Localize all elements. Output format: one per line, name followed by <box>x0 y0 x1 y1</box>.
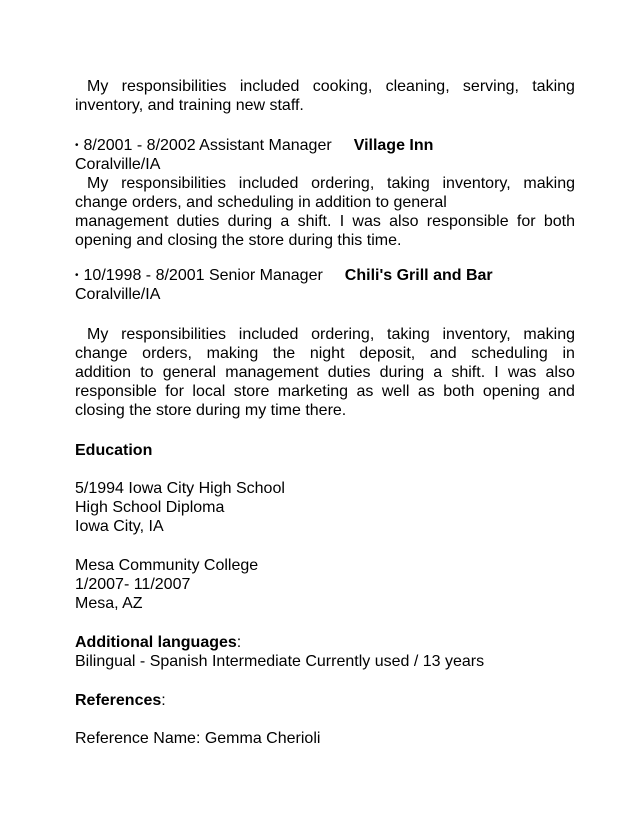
desc-line: management duties during a shift. I was also responsible for both <box>75 213 575 230</box>
language-entry: Bilingual - Spanish Intermediate Currently used / 13 years <box>75 653 485 670</box>
reference-entry: Reference Name: Gemma Cherioli <box>75 730 321 747</box>
school-line: 5/1994 Iowa City High School <box>75 480 285 497</box>
languages-section <box>75 633 575 671</box>
job-header <box>75 136 575 155</box>
job-location: Coralville/IA <box>75 156 161 173</box>
desc-line: My responsibilities included ordering, taking inventory, making <box>87 175 575 192</box>
job-chilis-description <box>75 325 575 420</box>
job-village-inn <box>75 136 575 250</box>
desc-line: My responsibilities included ordering, taking inventory, making <box>87 326 575 343</box>
desc-line: addition to general management duties during a shift. I was also <box>75 364 575 381</box>
desc-line: opening and closing the store during this time. <box>75 232 402 249</box>
job-dates-title: 10/1998 - 8/2001 Senior Manager <box>83 267 323 284</box>
bullet-icon: • <box>75 140 79 151</box>
job-prev-description <box>75 77 575 115</box>
desc-line: responsible for local store marketing as well as both opening and <box>75 383 575 400</box>
section-heading: Education <box>75 442 153 459</box>
desc-line: change orders, making the night deposit, and scheduling in <box>75 345 575 362</box>
school-line: Mesa Community College <box>75 557 259 574</box>
heading-colon: : <box>161 692 166 709</box>
school-line: Iowa City, IA <box>75 518 164 535</box>
section-heading-row <box>75 633 575 652</box>
employer-name: Chili's Grill and Bar <box>344 267 493 284</box>
section-heading-row <box>75 691 575 710</box>
section-heading: Additional languages <box>75 634 237 651</box>
job-chilis <box>75 266 575 304</box>
desc-line: inventory, and training new staff. <box>75 97 304 114</box>
desc-line: change orders, and scheduling in addition to general <box>75 194 447 211</box>
employer-name: Village Inn <box>353 137 434 154</box>
education-school-2 <box>75 556 575 613</box>
desc-line: My responsibilities included cooking, cleaning, serving, taking <box>87 78 575 95</box>
job-header <box>75 266 575 285</box>
education-section <box>75 441 575 460</box>
school-line: High School Diploma <box>75 499 225 516</box>
references-section <box>75 691 575 710</box>
school-line: 1/2007- 11/2007 <box>75 576 191 593</box>
desc-line: closing the store during my time there. <box>75 402 347 419</box>
heading-colon: : <box>236 634 242 651</box>
section-heading: References <box>75 692 162 709</box>
reference-entry-block <box>75 729 575 748</box>
job-location: Coralville/IA <box>75 286 161 303</box>
education-school-1 <box>75 479 575 536</box>
job-dates-title: 8/2001 - 8/2002 Assistant Manager <box>83 137 332 154</box>
bullet-icon: • <box>75 270 79 281</box>
school-line: Mesa, AZ <box>75 595 143 612</box>
